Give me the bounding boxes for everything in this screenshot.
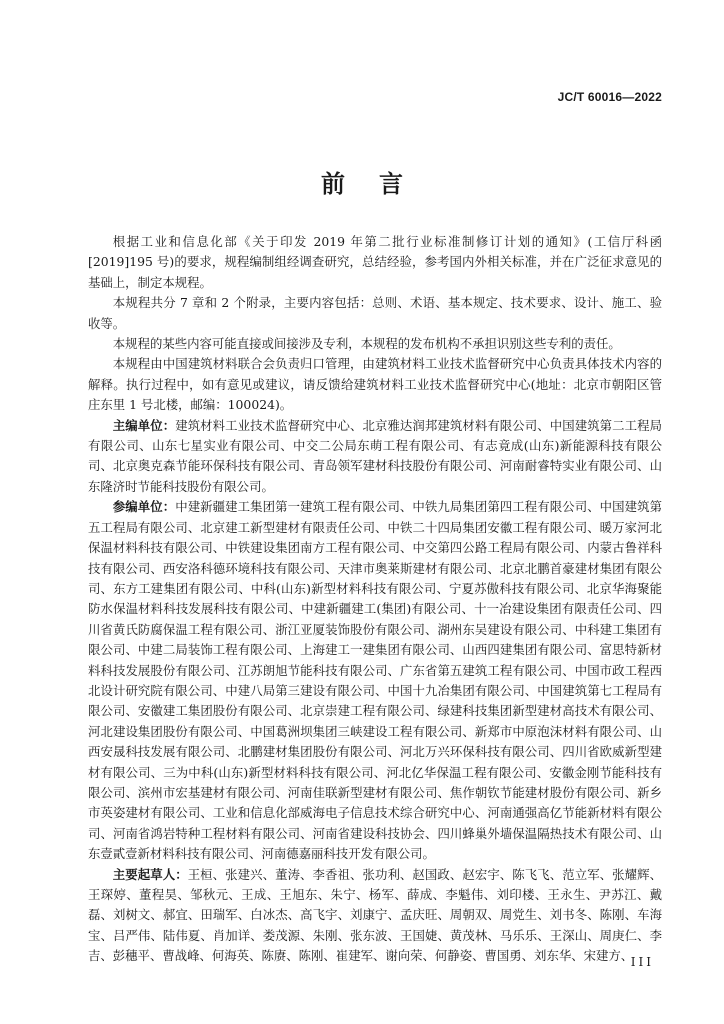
paragraph-text: 建筑材料工业技术监督研究中心、北京雅达润邦建筑材料有限公司、中国建筑第二工程局有限公司、山东七星实业有限公司、中交二公局东萌工程有限公司、有志竟成(山东)新能源科技有限公司、北京奥克森节能环保科技有限公司、青岛领军建材科技股份有限公司、河南耐睿特实业有限公司、山东隆济时节能科技股份有限公司。 <box>88 417 663 494</box>
paragraph-text: 根据工业和信息化部《关于印发 2019 年第二批行业标准制修订计划的通知》(工信厅科函[2019]195 号)的要求，规程编制组经调查研究，总结经验，参考国内外相关标准，并在广泛征求意见的基础上，制定本规程。 <box>88 234 662 290</box>
paragraph-lead: 主要起草人： <box>112 866 188 882</box>
paragraph-patent-notice <box>88 334 662 354</box>
paragraph-lead: 主编单位： <box>112 417 176 433</box>
paragraph-chief-editors <box>88 416 662 498</box>
paragraph-contents <box>88 293 662 334</box>
paragraph-plan-basis <box>88 232 662 293</box>
foreword-body <box>88 232 662 967</box>
paragraph-drafters <box>88 865 662 967</box>
paragraph-text: 王桓、张建兴、董涛、李香祖、张功利、赵国政、赵宏宇、陈飞飞、范立军、张耀辉、王琛婷、董程昊、邹秋元、王成、王旭东、朱宁、杨军、薛成、李魁伟、刘印楼、王永生、尹苏江、戴磊、刘树文、郝宜、田瑞军、白冰杰、高飞宇、刘康宁、孟庆旺、周朝双、周党生、刘书冬、陈刚、车海宝、吕严伟、陆伟夏、肖加详、娄茂源、朱刚、张东波、王国婕、黄茂林、马乐乐、王深山、周庚仁、李吉、彭穗平、曹战峰、何海英、陈赓、陈刚、崔建军、谢向荣、何静姿、曹国勇、刘东华、宋建方、 <box>88 866 663 964</box>
paragraph-text: 本规程由中国建筑材料联合会负责归口管理，由建筑材料工业技术监督研究中心负责具体技术内容的解释。执行过程中，如有意见或建议，请反馈给建筑材料工业技术监督研究中心(地址：北京市朝阳区管庄东里 1 号北楼，邮编：100024)。 <box>88 356 662 413</box>
standard-code: JC/T 60016—2022 <box>557 90 662 104</box>
paragraph-text: 本规程的某些内容可能直接或间接涉及专利，本规程的发布机构不承担识别这些专利的责任。 <box>112 336 621 352</box>
paragraph-text: 本规程共分 7 章和 2 个附录，主要内容包括：总则、术语、基本规定、技术要求、设计、施工、验收等。 <box>88 295 662 331</box>
page-number: III <box>630 955 654 969</box>
paragraph-text: 中建新疆建工集团第一建筑工程有限公司、中铁九局集团第四工程有限公司、中国建筑第五工程局有限公司、北京建工新型建材有限责任公司、中铁二十四局集团安徽工程有限公司、暖万家河北保温材料科技有限公司、中铁建设集团南方工程有限公司、中交第四公路工程局有限公司、内蒙古鲁祥科技有限公司、西安洛科德环境科技有限公司、天津市奥莱斯建材有限公司、北京北鹏首豪建材集团有限公司、东方工建集团有限公司、中科(山东)新型材料科技有限公司、宁夏苏傲科技有限公司、北京华海聚能防水保温材料科技发展科技有限公司、中建新疆建工(集团)有限公司、十一冶建设集团有限责任公司、四川省黄氏防腐保温工程有限公司、浙江亚厦装饰股份有限公司、湖州东吴建设有限公司、中科建工集团有限公司、中建二局装饰工程有限公司、上海建工一建集团有限公司、山西四建集团有限公司、富思特新材料科技发展股份有限公司、江苏朗旭节能科技有限公司、广东省第五建筑工程有限公司、中国市政工程西北设计研究院有限公司、中建八局第三建设有限公司、中国十九冶集团有限公司、中国建筑第七工程局有限公司、安徽建工集团股份有限公司、北京崇建工程有限公司、绿建科技集团新型建材高技术有限公司、河北建设集团股份有限公司、中国葛洲坝集团三峡建设工程有限公司、新郑市中原泡沫材料有限公司、山西安晟科技发展有限公司、北鹏建材集团股份有限公司、河北万兴环保科技有限公司、四川省欧威新型建材有限公司、三为中科(山东)新型材料科技有限公司、河北亿华保温工程有限公司、安徽金刚节能科技有限公司、滨州市宏基建材有限公司、河南佳联新型建材有限公司、焦作朝钦节能建材股份有限公司、新乡市英姿建材有限公司、工业和信息化部威海电子信息技术综合研究中心、河南通强高亿节能新材料有限公司、河南省鸿岩特种工程材料有限公司、河南省建设科技协会、四川蜂巢外墙保温隔热技术有限公司、山东壹貳壹新材料科技有限公司、河南德嘉丽科技开发有限公司。 <box>88 499 663 862</box>
page-title: 前言 <box>321 169 437 198</box>
paragraph-lead: 参编单位： <box>112 499 176 515</box>
paragraph-participants <box>88 497 662 864</box>
paragraph-administration <box>88 354 662 415</box>
